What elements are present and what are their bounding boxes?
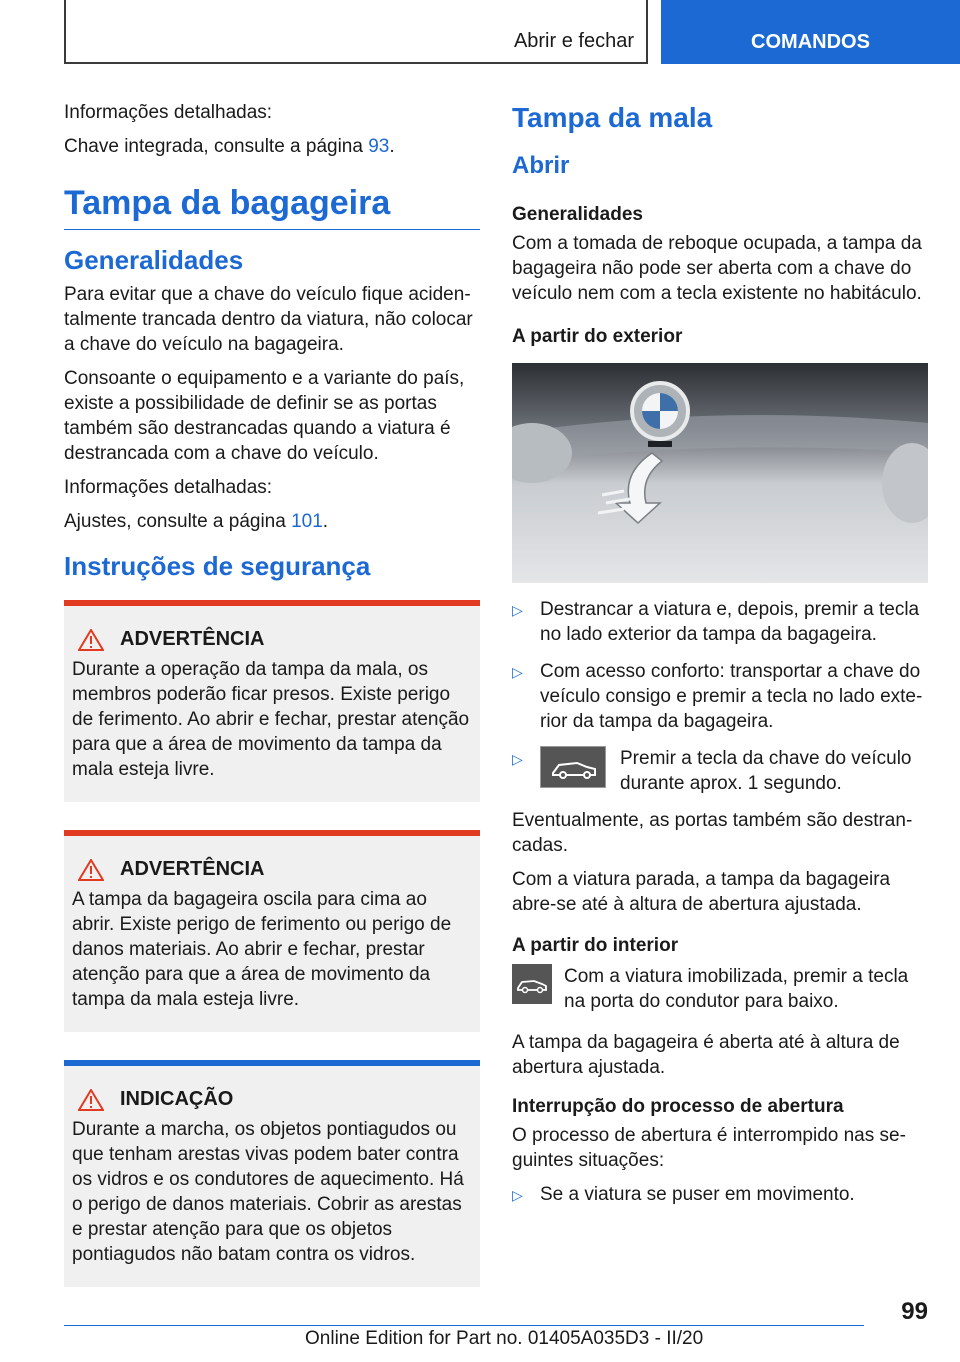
- gen-label: Informações detalhadas:: [64, 477, 273, 498]
- list-item: ▷ Premir a tecla da chave do veículo durante aprox. 1 segundo.: [512, 748, 912, 794]
- stop-title: Interrupção do processo de abertura: [512, 1096, 844, 1117]
- note-text: Durante a marcha, os objetos pontiagudos ou que tenham arestas vivas podem bater contra os vidros e os condutores de aquecimento. Há o perigo de danos materiais. Cobrir as arestas e prestar atenção para que os objetos pontiagudos não batam contra os vidros.: [72, 1119, 464, 1265]
- warning-text: Durante a operação da tampa da mala, os membros poderão ficar presos. Existe perigo de ferimento. Ao abrir e fechar, prestar atenção para que a área de movimento da tampa da mala esteja livre.: [72, 659, 470, 780]
- trunk-button-photo: [512, 363, 928, 583]
- gen-ref: Ajustes, consulte a página 101.: [64, 511, 329, 532]
- int-title: A partir do interior: [512, 935, 679, 956]
- header-tab: COMANDOS: [661, 0, 960, 64]
- intro-ref: Chave integrada, consulte a página 93.: [64, 136, 395, 157]
- list-item: ▷ Se a viatura se puser em movimento.: [512, 1182, 928, 1208]
- ext-list: [512, 597, 928, 796]
- footer-edition: Online Edition for Part no. 01405A035D3 - II/20: [305, 1328, 704, 1349]
- int-icon-text: Com a viatura imobilizada, premir a tecla na porta do condutor para baixo.: [564, 966, 909, 1012]
- ext-p1: Eventualmente, as portas também são destrancadas.: [512, 810, 913, 856]
- intro-ref-link[interactable]: 93: [368, 136, 390, 157]
- gen-p2: Consoante o equipamento e a variante do país, existe a possibilidade de definir se as portas também são destrancadas quando a viatura é destrancada com a chave do veículo.: [64, 368, 465, 464]
- warning-box: [64, 600, 480, 802]
- warning-box: [64, 830, 480, 1032]
- list-item: ▷ Com acesso conforto: transportar a chave do veículo consigo e premir a tecla no lado exterior da tampa da bagageira.: [512, 661, 923, 732]
- intro-label: Informações detalhadas:: [64, 102, 273, 123]
- warning-triangle-icon: [78, 629, 104, 651]
- open-title: Abrir: [512, 152, 570, 179]
- note-heading: INDICAÇÃO: [120, 1088, 234, 1110]
- int-row: [512, 964, 928, 1014]
- int-p: A tampa da bagageira é aberta até à altura de abertura ajustada.: [512, 1032, 900, 1078]
- trunk-title: Tampa da mala: [512, 102, 713, 133]
- note-box: [64, 1060, 480, 1287]
- triangle-right-icon: ▷: [512, 1187, 523, 1203]
- warning-text: A tampa da bagageira oscila para cima ao abrir. Existe perigo de ferimento ou perigo de danos materiais. Ao abrir e fechar, prestar atenção para que a área de movimento da tampa da mala esteja livre.: [72, 889, 452, 1010]
- list-item: ▷ Destrancar a viatura e, depois, premir a tecla no lado exterior da tampa da bagageira.: [512, 599, 920, 645]
- header-box: [64, 0, 648, 64]
- warning-triangle-icon: [78, 859, 104, 881]
- header-section: Abrir e fechar: [513, 30, 634, 52]
- stop-list: [512, 1182, 928, 1208]
- left-column: [64, 100, 480, 1315]
- gen-title: Generalidades: [64, 245, 244, 275]
- car-trunk-key-icon: [512, 964, 552, 1004]
- triangle-right-icon: ▷: [512, 751, 523, 767]
- page-number: 99: [901, 1298, 928, 1325]
- triangle-right-icon: ▷: [512, 602, 523, 618]
- safety-title: Instruções de segurança: [64, 551, 371, 581]
- car-trunk-key-icon: [540, 746, 606, 788]
- section-title: Tampa da bagageira: [64, 181, 480, 230]
- right-gen-text: Com a tomada de reboque ocupada, a tampa da bagageira não pode ser aberta com a chave do veículo nem com a tecla existente no habitáculo.: [512, 233, 922, 304]
- warning-heading: ADVERTÊNCIA: [120, 628, 265, 650]
- warning-triangle-icon: [78, 1089, 104, 1111]
- stop-text: O processo de abertura é interrompido nas seguintes situações:: [512, 1125, 906, 1171]
- gen-ref-link[interactable]: 101: [291, 511, 323, 532]
- ext-title: A partir do exterior: [512, 326, 683, 347]
- ext-p2: Com a viatura parada, a tampa da bagageira abre-se até à altura de abertura ajustada.: [512, 869, 891, 915]
- warning-heading: ADVERTÊNCIA: [120, 858, 265, 880]
- footer-divider: [64, 1325, 864, 1326]
- triangle-right-icon: ▷: [512, 664, 523, 680]
- gen-p1: Para evitar que a chave do veículo fique acidentalmente trancada dentro da viatura, não colocar a chave do veículo na bagageira.: [64, 284, 473, 355]
- right-gen-title: Generalidades: [512, 204, 643, 225]
- right-column: [512, 100, 928, 1220]
